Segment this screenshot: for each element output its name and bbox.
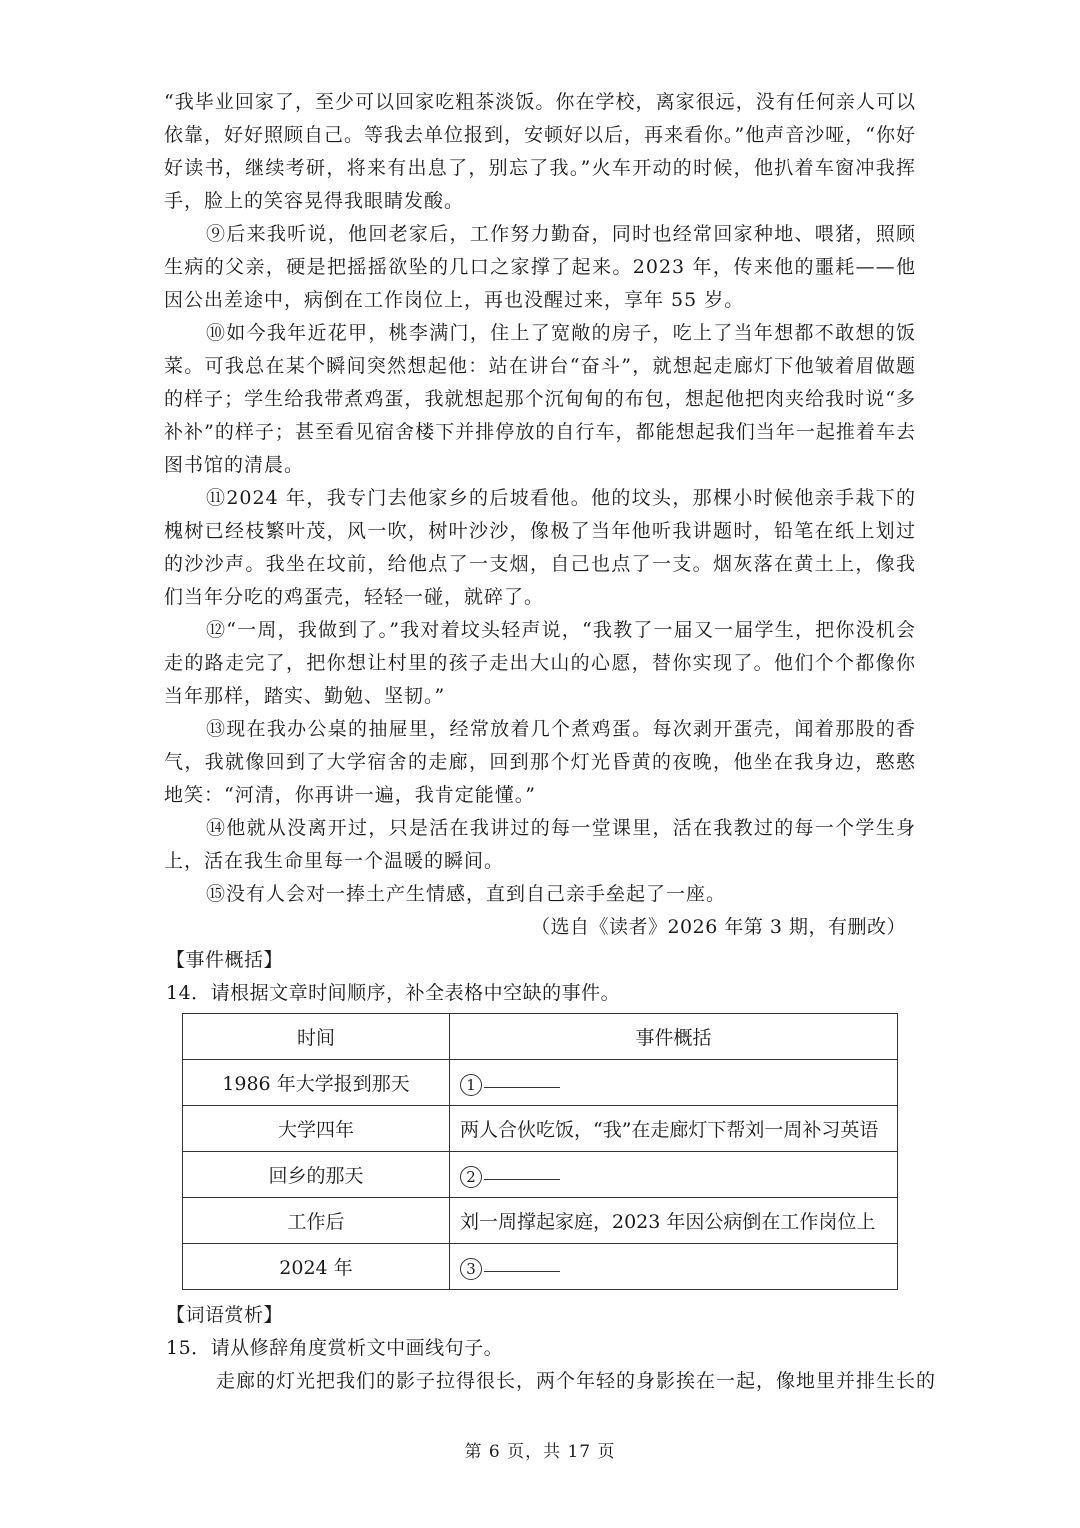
blank-number: 3 <box>460 1258 482 1280</box>
event-section-heading: 【事件概括】 <box>166 949 284 971</box>
question-15: 15．请从修辞角度赏析文中画线句子。 <box>166 1337 504 1359</box>
blank-number: 2 <box>460 1166 482 1188</box>
answer-blank[interactable] <box>484 1161 560 1180</box>
table-cell-blank[interactable] <box>450 1244 898 1290</box>
table-cell-event: 两人合伙吃饭，“我”在走廊灯下帮刘一周补习英语 <box>450 1106 898 1152</box>
passage-paragraph: ⑨后来我听说，他回老家后，工作努力勤奋，同时也经常回家种地、喂猪，照顾生病的父亲，硬是把摇摇欲坠的几口之家撑了起来。2023 年，传来他的噩耗——他因公出差途中，病倒在工作岗位上，再也没醒过来，享年 55 岁。 <box>164 223 916 311</box>
table-cell-blank[interactable] <box>450 1060 898 1106</box>
table-row <box>183 1060 898 1106</box>
table-header-time: 时间 <box>183 1014 450 1060</box>
question-14: 14．请根据文章时间顺序，补全表格中空缺的事件。 <box>166 982 621 1004</box>
page-footer: 第 6 页，共 17 页 <box>464 1442 616 1462</box>
answer-blank[interactable] <box>484 1253 560 1272</box>
table-header-event: 事件概括 <box>450 1014 898 1060</box>
table-row <box>183 1198 898 1244</box>
table-cell-time: 2024 年 <box>183 1244 450 1290</box>
underlined-sentence-quote: 走廊的灯光把我们的影子拉得很长，两个年轻的身影挨在一起，像地里并排生长的 <box>216 1370 937 1392</box>
event-table <box>182 1013 898 1290</box>
passage-paragraph: ⑬现在我办公桌的抽屉里，经常放着几个煮鸡蛋。每次剥开蛋壳，闻着那股的香气，我就像回到了大学宿舍的走廊，回到那个灯光昏黄的夜晚，他坐在我身边，憨憨地笑：“河清，你再讲一遍，我肯定能懂。” <box>164 718 916 806</box>
passage-paragraph: ⑮没有人会对一捧土产生情感，直到自己亲手垒起了一座。 <box>206 883 727 905</box>
table-header-row <box>183 1014 898 1060</box>
table-cell-time: 工作后 <box>183 1198 450 1244</box>
table-row <box>183 1106 898 1152</box>
table-cell-time: 大学四年 <box>183 1106 450 1152</box>
answer-blank[interactable] <box>484 1069 560 1088</box>
passage-source: （选自《读者》2026 年第 3 期，有删改） <box>530 916 906 938</box>
passage-paragraph: ⑩如今我年近花甲，桃李满门，住上了宽敞的房子，吃上了当年想都不敢想的饭菜。可我总在某个瞬间突然想起他：站在讲台“奋斗”，就想起走廊灯下他皱着眉做题的样子；学生给我带煮鸡蛋，我就想起那个沉甸甸的布包，想起他把肉夹给我时说“多补补”的样子；甚至看见宿舍楼下并排停放的自行车，都能想起我们当年一起推着车去图书馆的清晨。 <box>164 322 916 476</box>
blank-number: 1 <box>460 1074 482 1096</box>
table-row <box>183 1152 898 1198</box>
passage-paragraph: ⑪2024 年，我专门去他家乡的后坡看他。他的坟头，那棵小时候他亲手栽下的槐树已经枝繁叶茂，风一吹，树叶沙沙，像极了当年他听我讲题时，铅笔在纸上划过的沙沙声。我坐在坟前，给他点了一支烟，自己也点了一支。烟灰落在黄土上，像我们当年分吃的鸡蛋壳，轻轻一碰，就碎了。 <box>164 487 916 608</box>
passage-paragraph: “我毕业回家了，至少可以回家吃粗茶淡饭。你在学校，离家很远，没有任何亲人可以依靠，好好照顾自己。等我去单位报到，安顿好以后，再来看你。”他声音沙哑，“你好好读书，继续考研，将来有出息了，别忘了我。”火车开动的时候，他扒着车窗冲我挥手，脸上的笑容晃得我眼睛发酸。 <box>164 91 916 212</box>
table-cell-time: 1986 年大学报到那天 <box>183 1060 450 1106</box>
word-section-heading: 【词语赏析】 <box>166 1304 284 1326</box>
table-cell-blank[interactable] <box>450 1152 898 1198</box>
reading-passage <box>164 86 916 911</box>
table-cell-event: 刘一周撑起家庭，2023 年因公病倒在工作岗位上 <box>450 1198 898 1244</box>
passage-paragraph: ⑫“一周，我做到了。”我对着坟头轻声说，“我教了一届又一届学生，把你没机会走的路走完了，把你想让村里的孩子走出大山的心愿，替你实现了。他们个个都像你当年那样，踏实、勤勉、坚韧。” <box>164 619 916 707</box>
table-cell-time: 回乡的那天 <box>183 1152 450 1198</box>
table-row <box>183 1244 898 1290</box>
passage-paragraph: ⑭他就从没离开过，只是活在我讲过的每一堂课里，活在我教过的每一个学生身上，活在我生命里每一个温暖的瞬间。 <box>164 817 916 872</box>
